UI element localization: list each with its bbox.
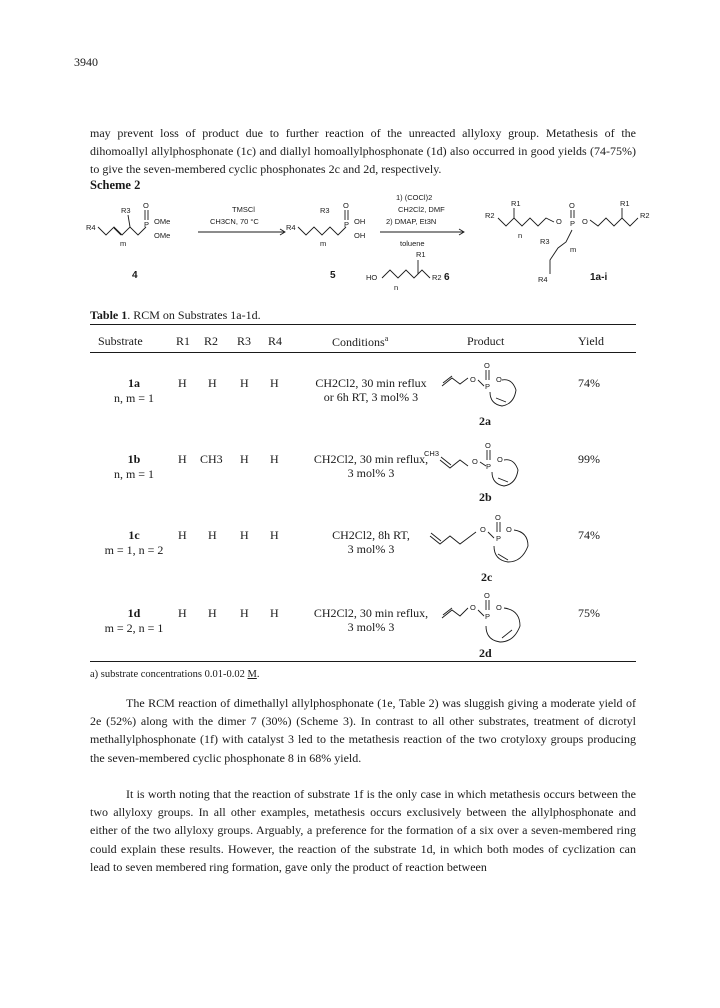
table-title (90, 308, 261, 323)
cell-r1: H (178, 606, 187, 620)
atom-label: O (582, 217, 588, 226)
cell-yield: 75% (578, 606, 600, 620)
table-caption: . RCM on Substrates 1a-1d. (127, 308, 261, 322)
svg-text:O: O (496, 375, 502, 384)
cell-r2: CH3 (200, 452, 223, 466)
compound-4-structure (86, 201, 170, 281)
reagent-text: TMSCl (232, 205, 255, 214)
header-r1: R1 (176, 334, 191, 348)
atom-label: m (120, 239, 127, 248)
atom-label: n (518, 231, 523, 240)
atom-label: P (144, 220, 150, 229)
atom-label: R1 (511, 199, 521, 208)
body-paragraph: The RCM reaction of dimethallyl allylphosphonate (1e, Table 2) was sluggish giving a moderate yield of 2e (52%) along with the dimer 7 (30%) (Scheme 3). In contrast to all other substrates, treatment of dicrotyl methallylphosphonate (1f) with catalyst 3 led to the metathesis reaction of the two crotyloxy groups producing the seven-membered cyclic phosphonate 8 in 68% yield. (90, 696, 636, 765)
product-label: 2c (481, 570, 493, 584)
atom-label: R4 (86, 223, 96, 232)
body-paragraph: It is worth noting that the reaction of substrate 1f is the only case in which metathesis occurs between the two allyloxy groups. In all other examples, metathesis occurs exclusively between the allylphosphonate and either of the two allyloxy groups. Arguably, a preference for the formation of a six over a seven-membered ring could explain these results. However, the reaction of the substrate 1d, in which both modes of cyclization can lead to seven membered ring formation, gave only the product of reaction between (90, 787, 636, 874)
svg-text:O: O (497, 455, 503, 464)
table-top-rule (90, 324, 636, 325)
svg-text:O: O (484, 591, 490, 600)
svg-text:O: O (484, 361, 490, 370)
header-r2: R2 (204, 334, 219, 348)
svg-text:P: P (485, 612, 491, 621)
product-label: 2b (479, 490, 492, 504)
cell-conditions: CH2Cl2, 30 min reflux or 6h RT, 3 mol% 3 (315, 376, 427, 404)
cell-r4: H (270, 528, 279, 542)
product-2a-structure (440, 360, 550, 410)
svg-text:O: O (496, 603, 502, 612)
compound-number: 5 (330, 270, 336, 281)
header-substrate: Substrate (98, 334, 143, 348)
cell-r3: H (240, 376, 249, 390)
svg-text:O: O (485, 441, 491, 450)
svg-text:CH3: CH3 (424, 449, 440, 458)
cell-r2: H (208, 606, 217, 620)
scheme-2-diagram (80, 190, 670, 295)
substrate-id: 1d (127, 606, 141, 620)
cell-r2: H (208, 376, 217, 390)
product-2c-structure (428, 510, 558, 570)
product-2b-structure (424, 436, 554, 488)
substrate-mn: m = 1, n = 2 (104, 543, 164, 557)
atom-label: O (569, 201, 575, 210)
atom-label: R3 (540, 237, 550, 246)
top-paragraph: may prevent loss of product due to further reaction of the unreacted allyloxy group. Metathesis of the dihomoallyl allylphosphonate (1c) and diallyl homoallylphosphonate (1d) also occurred in good yields (74-75%) to give the seven-membered cyclic phosphonates 2c and 2d, respectively. (90, 126, 636, 177)
cell-r2: H (208, 528, 217, 542)
table-header-rule (90, 352, 636, 353)
product-2d-structure (440, 588, 550, 648)
atom-label: P (570, 219, 576, 228)
header-r3: R3 (237, 334, 252, 348)
reagent-text: toluene (400, 239, 425, 248)
compound-number: 1a-i (590, 272, 608, 283)
reaction-arrow-2 (366, 193, 464, 292)
atom-label: R4 (286, 223, 296, 232)
atom-label: m (570, 245, 577, 254)
atom-label: OMe (154, 217, 171, 226)
atom-label: R2 (432, 273, 442, 282)
svg-text:P: P (486, 462, 492, 471)
substrate-id: 1c (128, 528, 140, 542)
svg-text:O: O (470, 603, 476, 612)
cell-r3: H (240, 606, 249, 620)
atom-label: R2 (485, 211, 495, 220)
product-label: 2d (479, 646, 492, 660)
reagent-text: CH3CN, 70 °C (210, 217, 259, 226)
atom-label: R1 (620, 199, 630, 208)
atom-label: O (556, 217, 562, 226)
cell-conditions: CH2Cl2, 30 min reflux, 3 mol% 3 (313, 606, 429, 634)
cell-r3: H (240, 452, 249, 466)
cell-r1: H (178, 528, 187, 542)
scheme-label: Scheme 2 (90, 178, 141, 192)
reaction-arrow-1 (198, 205, 285, 235)
cell-r4: H (270, 452, 279, 466)
svg-text:O: O (480, 525, 486, 534)
cell-yield: 74% (578, 376, 600, 390)
atom-label: R2 (640, 211, 650, 220)
cell-r1: H (178, 452, 187, 466)
product-label: 2a (479, 414, 491, 428)
header-yield: Yield (578, 334, 604, 348)
atom-label: P (344, 220, 350, 229)
cell-r1: H (178, 376, 187, 390)
atom-label: OH (354, 217, 366, 226)
atom-label: R3 (121, 206, 131, 215)
svg-text:P: P (485, 382, 491, 391)
atom-label: R3 (320, 206, 330, 215)
table-footnote: a) substrate concentrations 0.01-0.02 M. (90, 669, 260, 680)
reagent-text: CH2Cl2, DMF (398, 205, 445, 214)
compound-5-structure (286, 201, 365, 281)
svg-text:O: O (495, 513, 501, 522)
substrate-mn: n, m = 1 (113, 467, 155, 481)
atom-label: OH (354, 231, 366, 240)
table-number: Table 1 (90, 308, 128, 322)
cell-r4: H (270, 606, 279, 620)
cell-conditions: CH2Cl2, 30 min reflux, 3 mol% 3 (313, 452, 429, 480)
header-product: Product (467, 334, 505, 348)
header-conditions: Conditions$^a$ (332, 334, 389, 349)
cell-conditions: CH2Cl2, 8h RT, 3 mol% 3 (332, 528, 410, 556)
atom-label: m (320, 239, 327, 248)
atom-label: O (143, 201, 149, 210)
atom-label: R1 (416, 250, 426, 259)
compound-number: 6 (444, 272, 450, 283)
cell-r4: H (270, 376, 279, 390)
reagent-text: 1) (COCl)2 (396, 193, 433, 202)
svg-text:O: O (472, 457, 478, 466)
svg-text:O: O (470, 375, 476, 384)
svg-text:O: O (506, 525, 512, 534)
atom-label: O (343, 201, 349, 210)
substrate-id: 1a (128, 376, 140, 390)
substrate-mn: n, m = 1 (113, 391, 155, 405)
table-bottom-rule (90, 661, 636, 662)
reagent-text: 2) DMAP, Et3N (386, 217, 437, 226)
page-number: 3940 (74, 55, 98, 69)
cell-yield: 74% (578, 528, 600, 542)
header-r4: R4 (268, 334, 283, 348)
cell-r3: H (240, 528, 249, 542)
compound-1a-i-structure (485, 199, 650, 284)
compound-number: 4 (132, 270, 138, 281)
atom-label: R4 (538, 275, 548, 284)
atom-label: HO (366, 273, 378, 282)
substrate-mn: m = 2, n = 1 (104, 621, 164, 635)
svg-text:P: P (496, 534, 502, 543)
atom-label: OMe (154, 231, 171, 240)
atom-label: n (394, 283, 399, 292)
cell-yield: 99% (578, 452, 600, 466)
substrate-id: 1b (127, 452, 141, 466)
